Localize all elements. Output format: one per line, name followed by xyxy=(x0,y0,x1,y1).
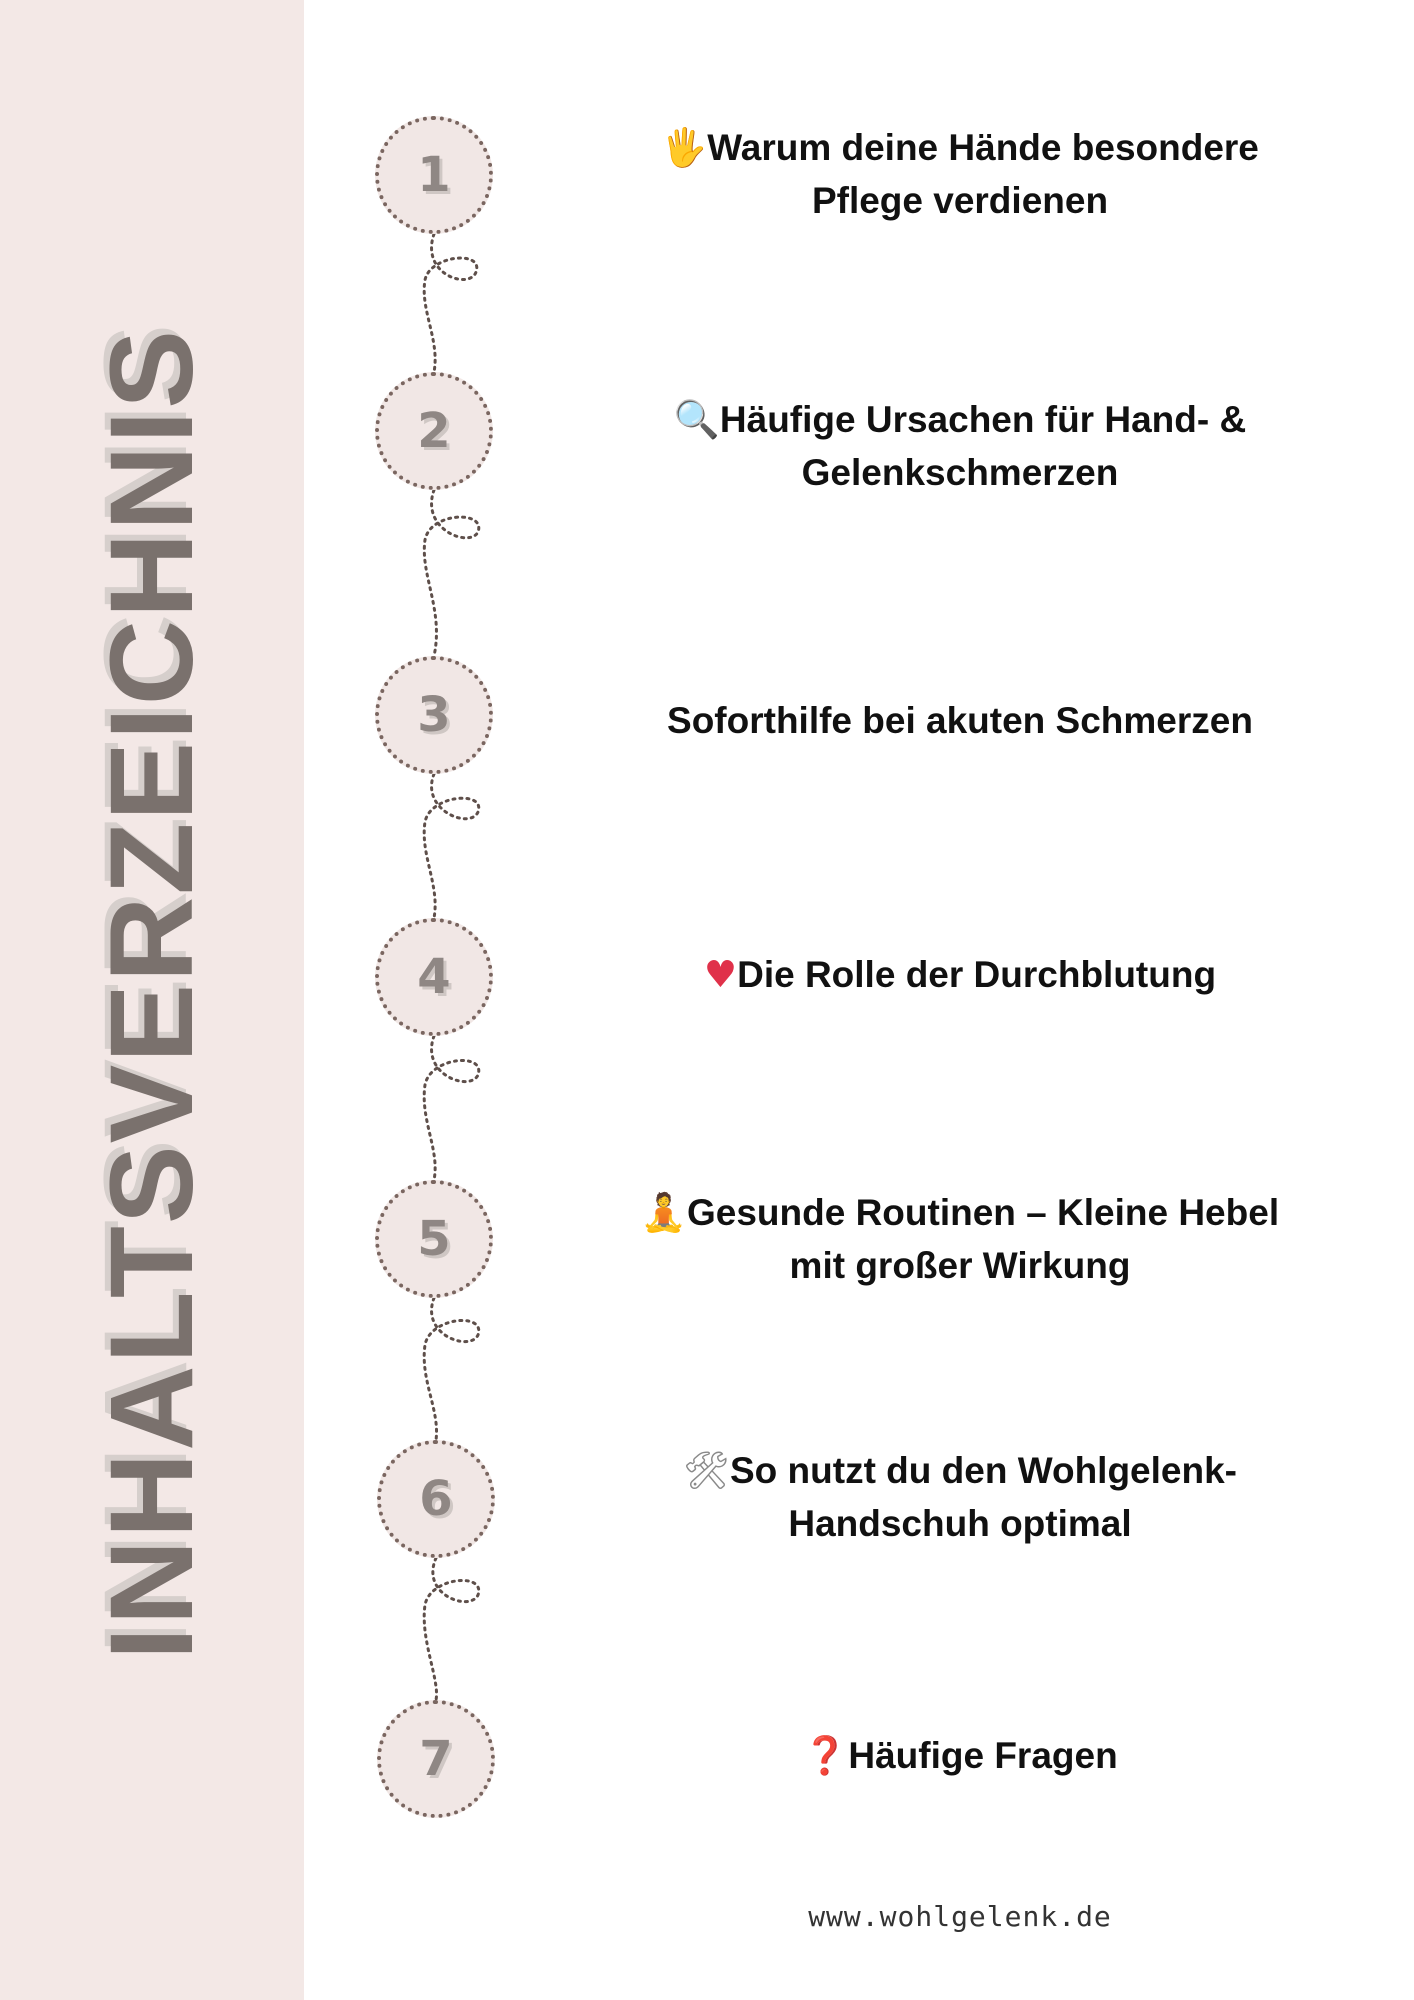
toc-number-circle-2 xyxy=(375,372,493,490)
toc-number: 6 xyxy=(419,1471,453,1527)
toc-entry-line1: Häufige Ursachen für Hand- & xyxy=(719,399,1247,440)
toc-entry-line1: So nutzt du den Wohlgelenk- xyxy=(729,1450,1237,1491)
question-mark-icon: ❓ xyxy=(802,1734,849,1777)
toc-entry-line1: Die Rolle der Durchblutung xyxy=(737,954,1217,995)
page-title: INHALTSVERZEICHNIS xyxy=(86,328,218,1660)
toc-number-circle-7 xyxy=(377,1700,495,1818)
toc-entry-line2: Gelenkschmerzen xyxy=(801,452,1119,493)
toc-number-circle-4 xyxy=(375,918,493,1036)
meditation-icon: 🧘 xyxy=(640,1191,687,1234)
toc-number-circle-6 xyxy=(377,1440,495,1558)
toc-entry-4[interactable] xyxy=(620,948,1300,1001)
beating-heart-icon: ♥ xyxy=(703,953,738,996)
toc-entry-line2: mit großer Wirkung xyxy=(789,1245,1131,1286)
toc-number: 2 xyxy=(417,403,451,459)
toc-number: 5 xyxy=(417,1211,451,1267)
toc-number: 1 xyxy=(417,147,451,203)
toc-entry-line2: Pflege verdienen xyxy=(811,180,1109,221)
toc-entry-3[interactable] xyxy=(620,694,1300,747)
magnifier-icon: 🔍 xyxy=(673,398,720,441)
toc-entry-6[interactable] xyxy=(620,1444,1300,1550)
footer-url[interactable]: www.wohlgelenk.de xyxy=(808,1900,1112,1933)
toc-number: 3 xyxy=(417,687,451,743)
toc-number: 7 xyxy=(419,1731,453,1787)
hammer-wrench-icon: 🛠 xyxy=(683,1449,730,1492)
toc-entry-line1: Gesunde Routinen – Kleine Hebel xyxy=(686,1192,1280,1233)
toc-entry-1[interactable] xyxy=(620,121,1300,227)
toc-number-circle-3 xyxy=(375,656,493,774)
toc-number-circle-1 xyxy=(375,116,493,234)
toc-entry-line1: Häufige Fragen xyxy=(848,1735,1118,1776)
toc-entry-line1: Soforthilfe bei akuten Schmerzen xyxy=(667,700,1253,741)
toc-number: 4 xyxy=(417,949,451,1005)
toc-entry-7[interactable] xyxy=(620,1729,1300,1782)
raised-hand-icon: 🖐 xyxy=(661,126,708,169)
toc-entry-line2: Handschuh optimal xyxy=(788,1503,1132,1544)
toc-entry-line1: Warum deine Hände besondere xyxy=(707,127,1259,168)
toc-entry-5[interactable] xyxy=(620,1186,1300,1292)
toc-number-circle-5 xyxy=(375,1180,493,1298)
toc-entry-2[interactable] xyxy=(620,393,1300,499)
